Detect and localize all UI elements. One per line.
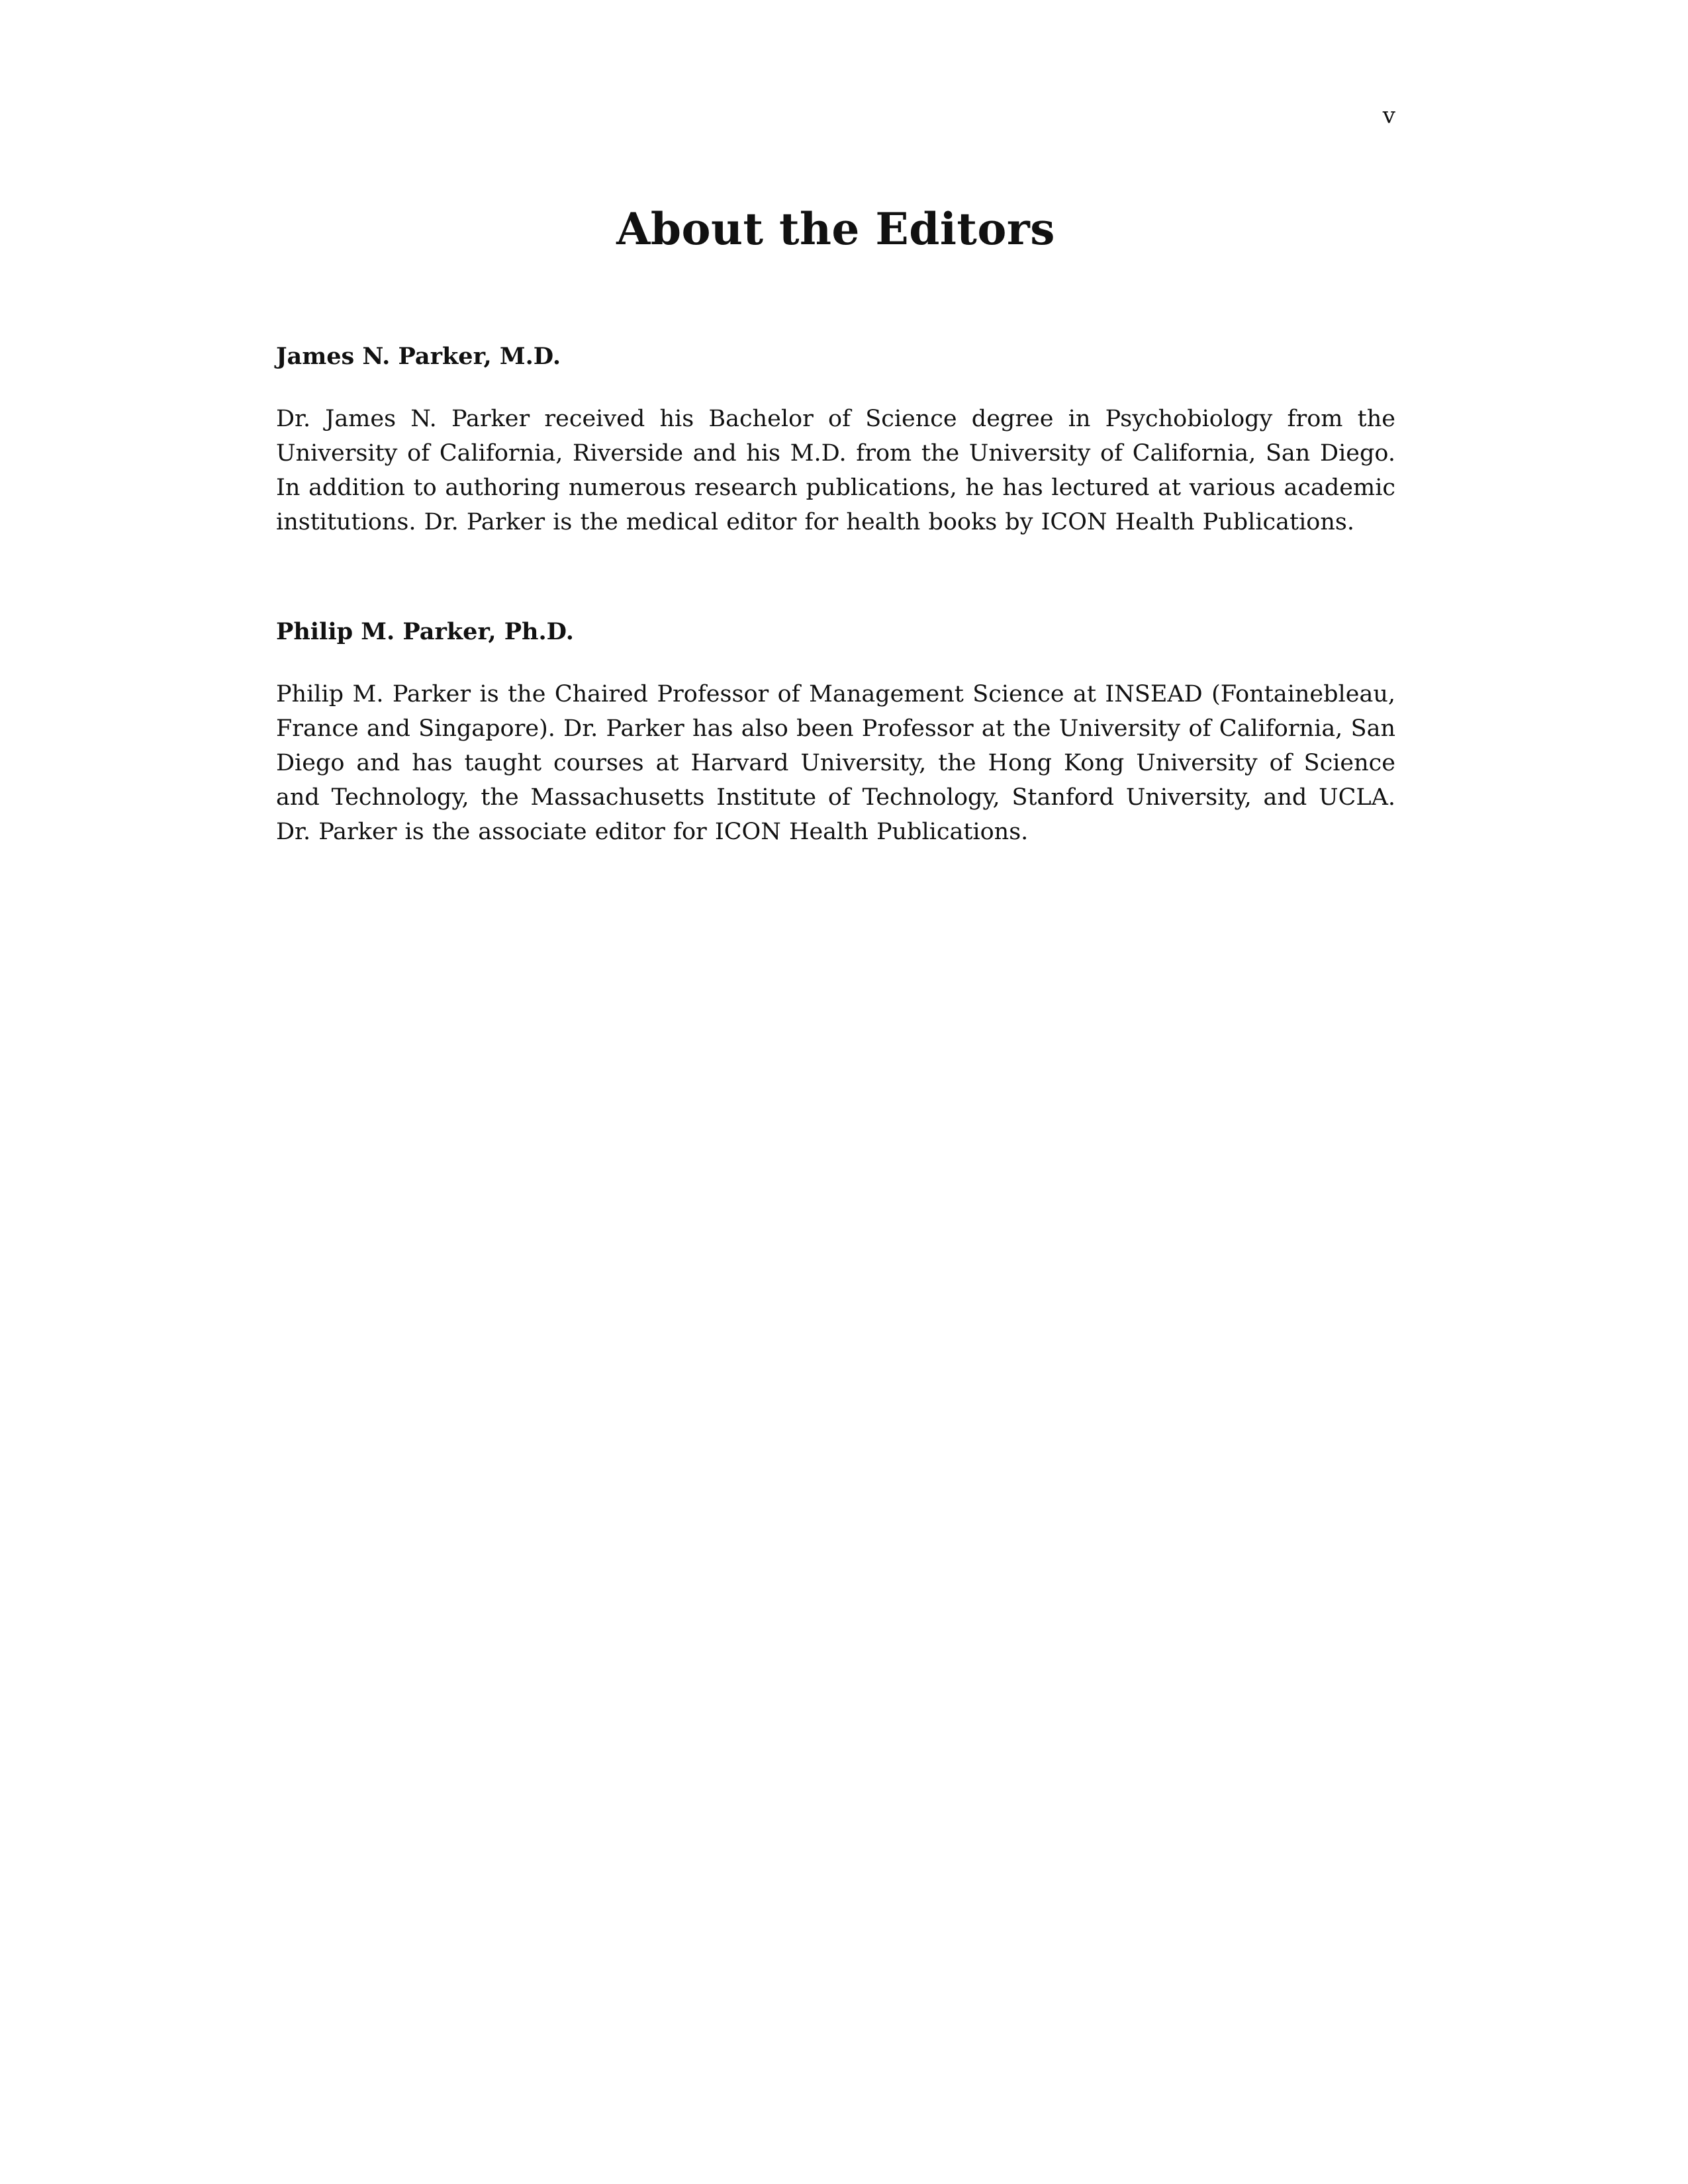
editor-section-james-parker <box>276 342 1395 539</box>
page-number: v <box>1382 103 1395 129</box>
editor-section-philip-parker <box>276 617 1395 849</box>
page-title: About the Editors <box>616 203 1055 255</box>
editor-name-heading: Philip M. Parker, Ph.D. <box>276 618 574 645</box>
editor-bio-paragraph: Dr. James N. Parker received his Bachelor of Science degree in Psychobiology from the University of California, Riverside and his M.D. from the University of California, San Diego. In addition to authoring numerous research publications, he has lectured at various academic institutions. Dr. Parker is the medical editor for health books by ICON Health Publications. <box>276 406 1395 535</box>
editor-bio-paragraph: Philip M. Parker is the Chaired Professor of Management Science at INSEAD (Fontainebleau, France and Singapore). Dr. Parker has also been Professor at the University of California, San Diego and has taught courses at Harvard University, the Hong Kong University of Science and Technology, the Massachusetts Institute of Technology, Stanford University, and UCLA. Dr. Parker is the associate editor for ICON Health Publications. <box>276 681 1395 845</box>
editor-name-heading: James N. Parker, M.D. <box>276 343 561 370</box>
